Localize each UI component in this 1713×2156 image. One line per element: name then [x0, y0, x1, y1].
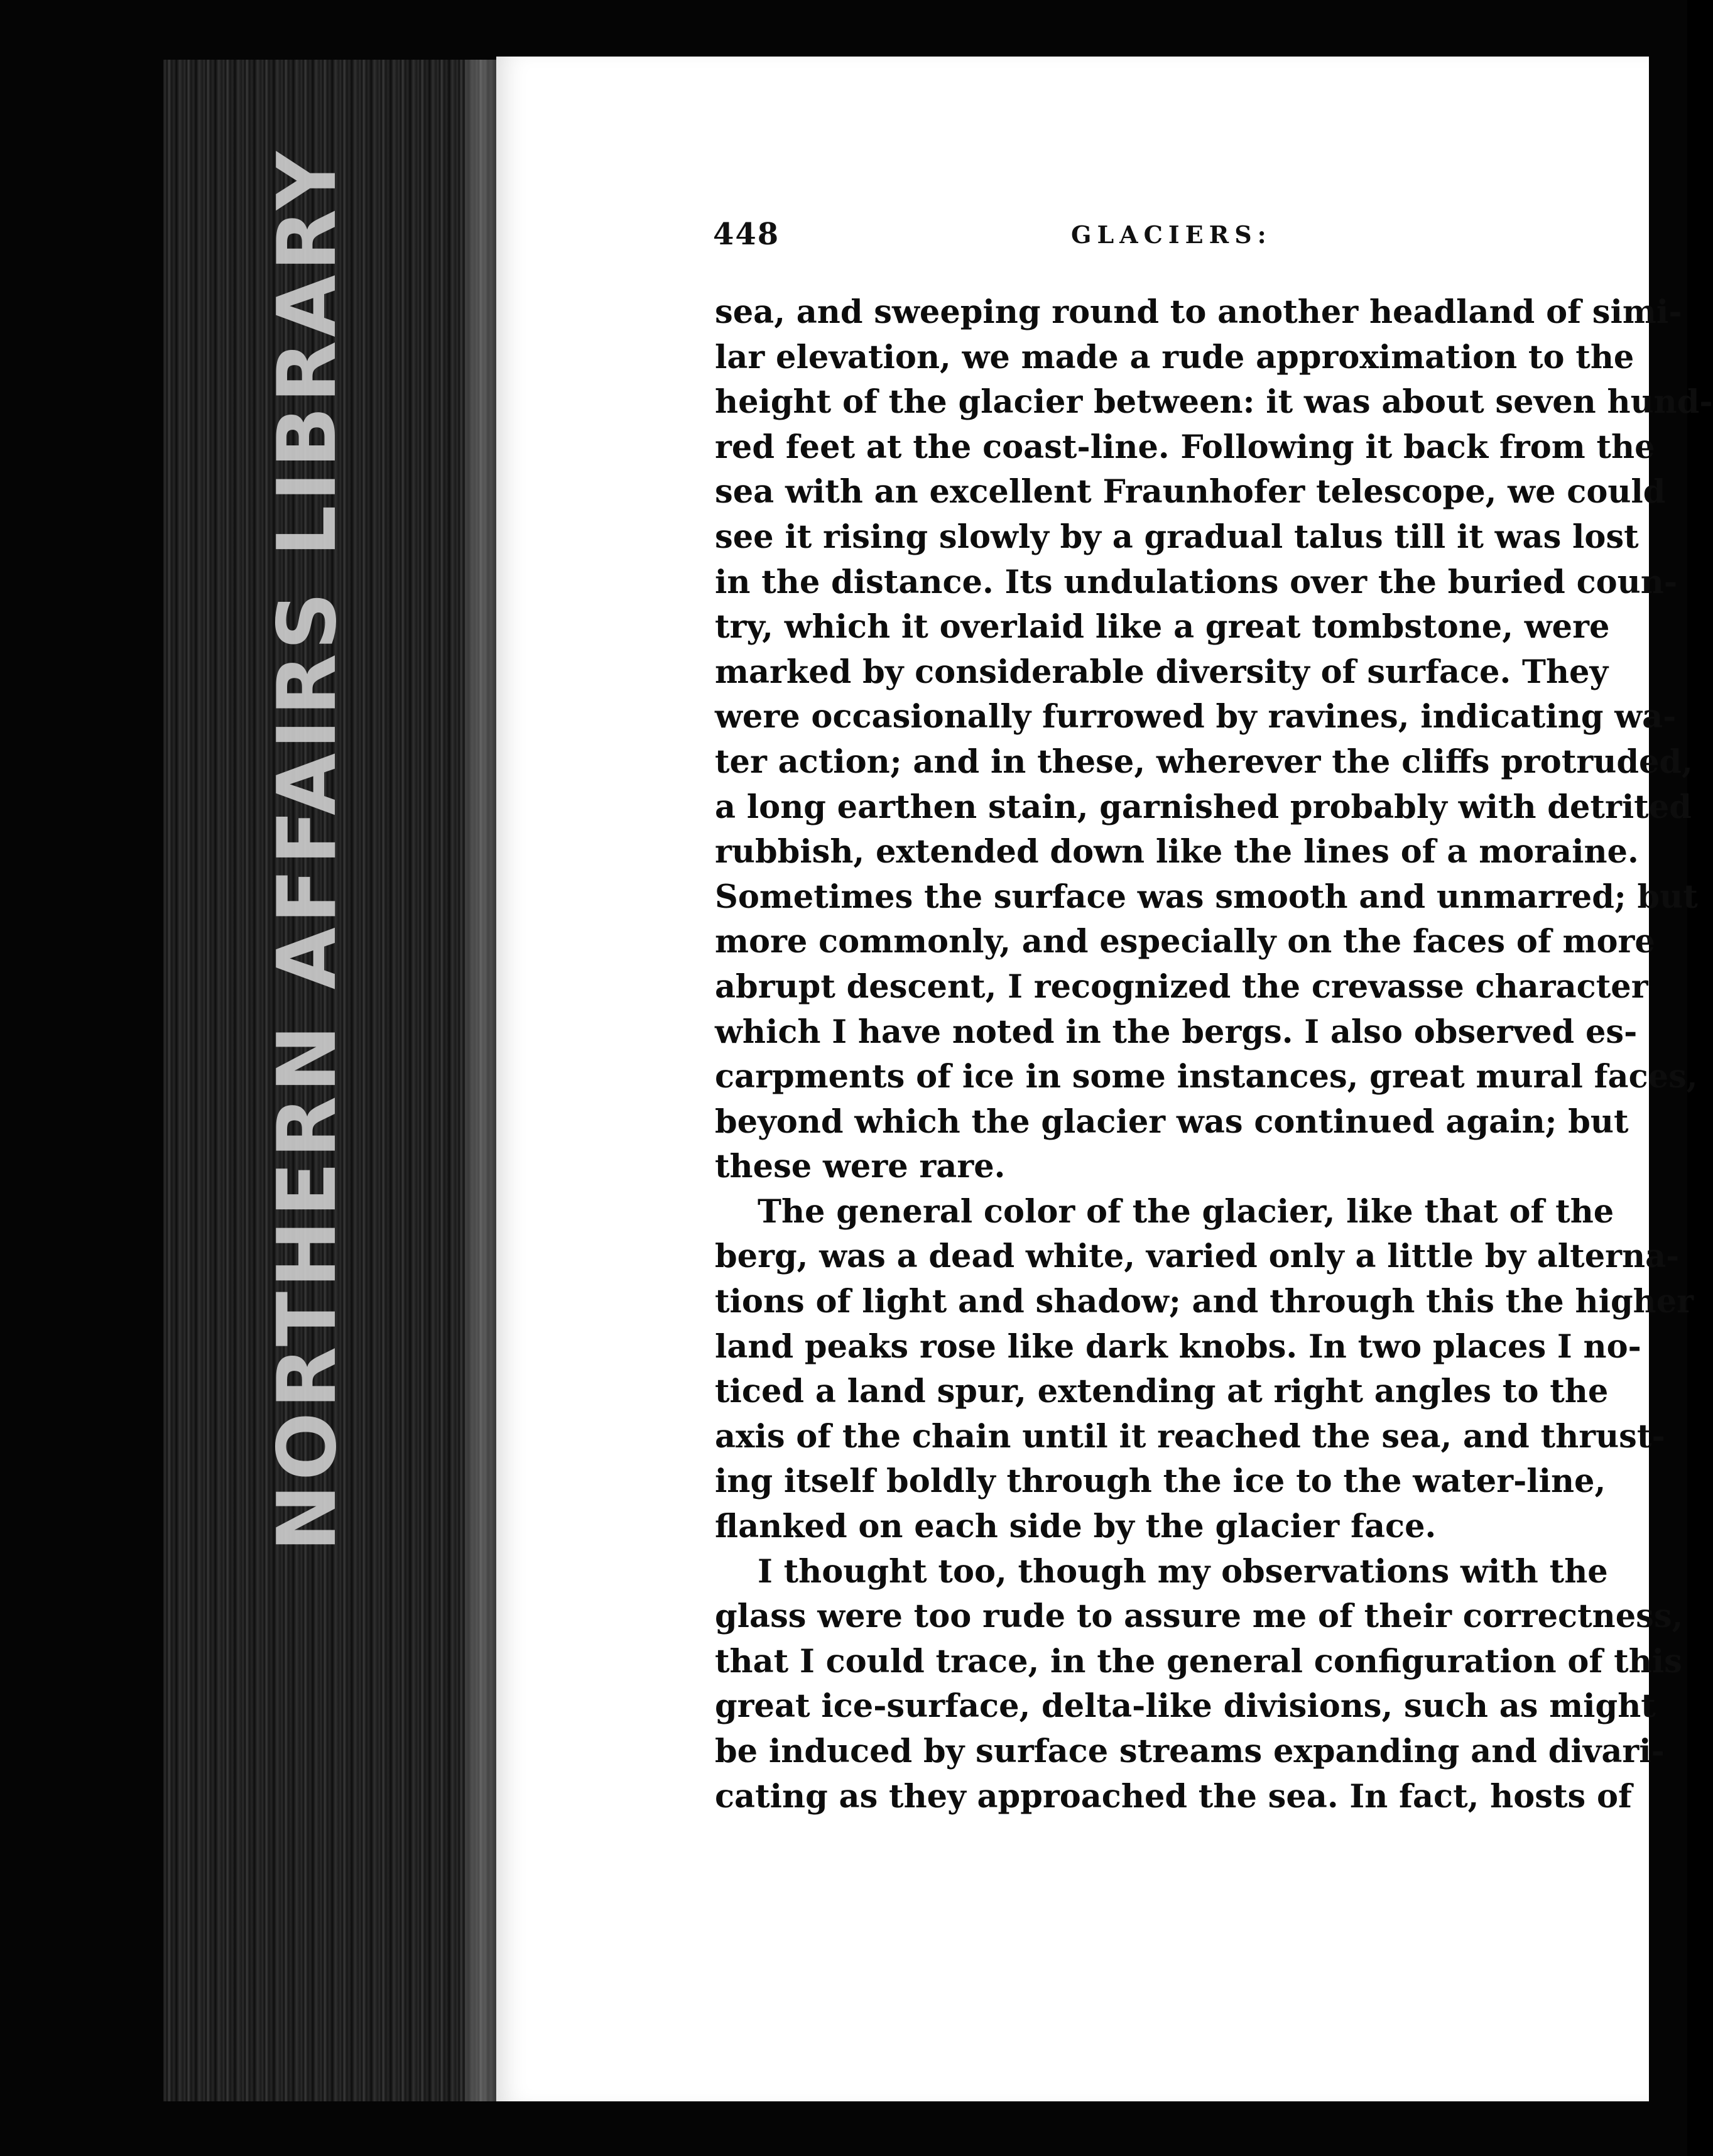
library-stamp: NORTHERN AFFAIRS LIBRARY — [261, 148, 354, 1552]
text-line: these were rare. — [715, 1148, 1006, 1186]
text-line: a long earthen stain, garnished probably with detrited — [715, 788, 1692, 826]
text-line: beyond which the glacier was continued again; but — [715, 1102, 1629, 1141]
running-title: GLACIERS: — [1071, 220, 1272, 249]
text-line: marked by considerable diversity of surface. They — [715, 653, 1609, 691]
text-line: which I have noted in the bergs. I also observed es- — [715, 1013, 1638, 1051]
text-line: berg, was a dead white, varied only a little by alterna- — [715, 1238, 1680, 1276]
text-line: rubbish, extended down like the lines of a moraine. — [715, 833, 1639, 871]
text-line: Sometimes the surface was smooth and unmarred; but — [715, 878, 1698, 916]
text-line: land peaks rose like dark knobs. In two places I no- — [715, 1327, 1641, 1366]
text-line: tions of light and shadow; and through this the higher — [715, 1283, 1694, 1321]
text-line: red feet at the coast-line. Following it back from the — [715, 428, 1655, 466]
page-number: 448 — [713, 217, 780, 252]
running-head — [713, 217, 1592, 267]
text-line: be induced by surface streams expanding and divari- — [715, 1733, 1665, 1770]
text-line: see it rising slowly by a gradual talus till it was lost — [715, 518, 1639, 556]
text-line: I thought too, though my observations with the — [758, 1552, 1608, 1591]
text-line: try, which it overlaid like a great tombstone, were — [715, 608, 1610, 646]
text-line: flanked on each side by the glacier face. — [715, 1508, 1437, 1546]
text-line: ter action; and in these, wherever the cliffs protruded, — [715, 743, 1693, 781]
text-line: sea, and sweeping round to another headland of simi- — [715, 293, 1682, 331]
text-line: cating as they approached the sea. In fact, hosts of — [715, 1777, 1632, 1816]
body-text — [715, 290, 1713, 1819]
text-line: sea with an excellent Fraunhofer telescope, we could — [715, 473, 1666, 511]
text-line: height of the glacier between: it was about seven hund- — [715, 383, 1713, 422]
text-line: ticed a land spur, extending at right angles to the — [715, 1373, 1609, 1411]
text-line: great ice-surface, delta-like divisions, such as might — [715, 1687, 1656, 1726]
text-line: were occasionally furrowed by ravines, indicating wa- — [715, 698, 1677, 736]
text-line: carpments of ice in some instances, great mural faces, — [715, 1058, 1698, 1096]
text-line: ing itself boldly through the ice to the water-line, — [715, 1462, 1606, 1501]
text-line: that I could trace, in the general configuration of this — [715, 1642, 1682, 1680]
text-line: glass were too rude to assure me of their correctness, — [715, 1598, 1683, 1636]
text-line: axis of the chain until it reached the sea, and thrust- — [715, 1417, 1665, 1456]
text-line: in the distance. Its undulations over the buried coun- — [715, 563, 1677, 601]
text-line: lar elevation, we made a rude approximation to the — [715, 338, 1634, 376]
text-line: more commonly, and especially on the faces of more — [715, 923, 1655, 961]
text-line: abrupt descent, I recognized the crevasse character — [715, 967, 1648, 1006]
text-line: The general color of the glacier, like that of the — [758, 1192, 1614, 1231]
